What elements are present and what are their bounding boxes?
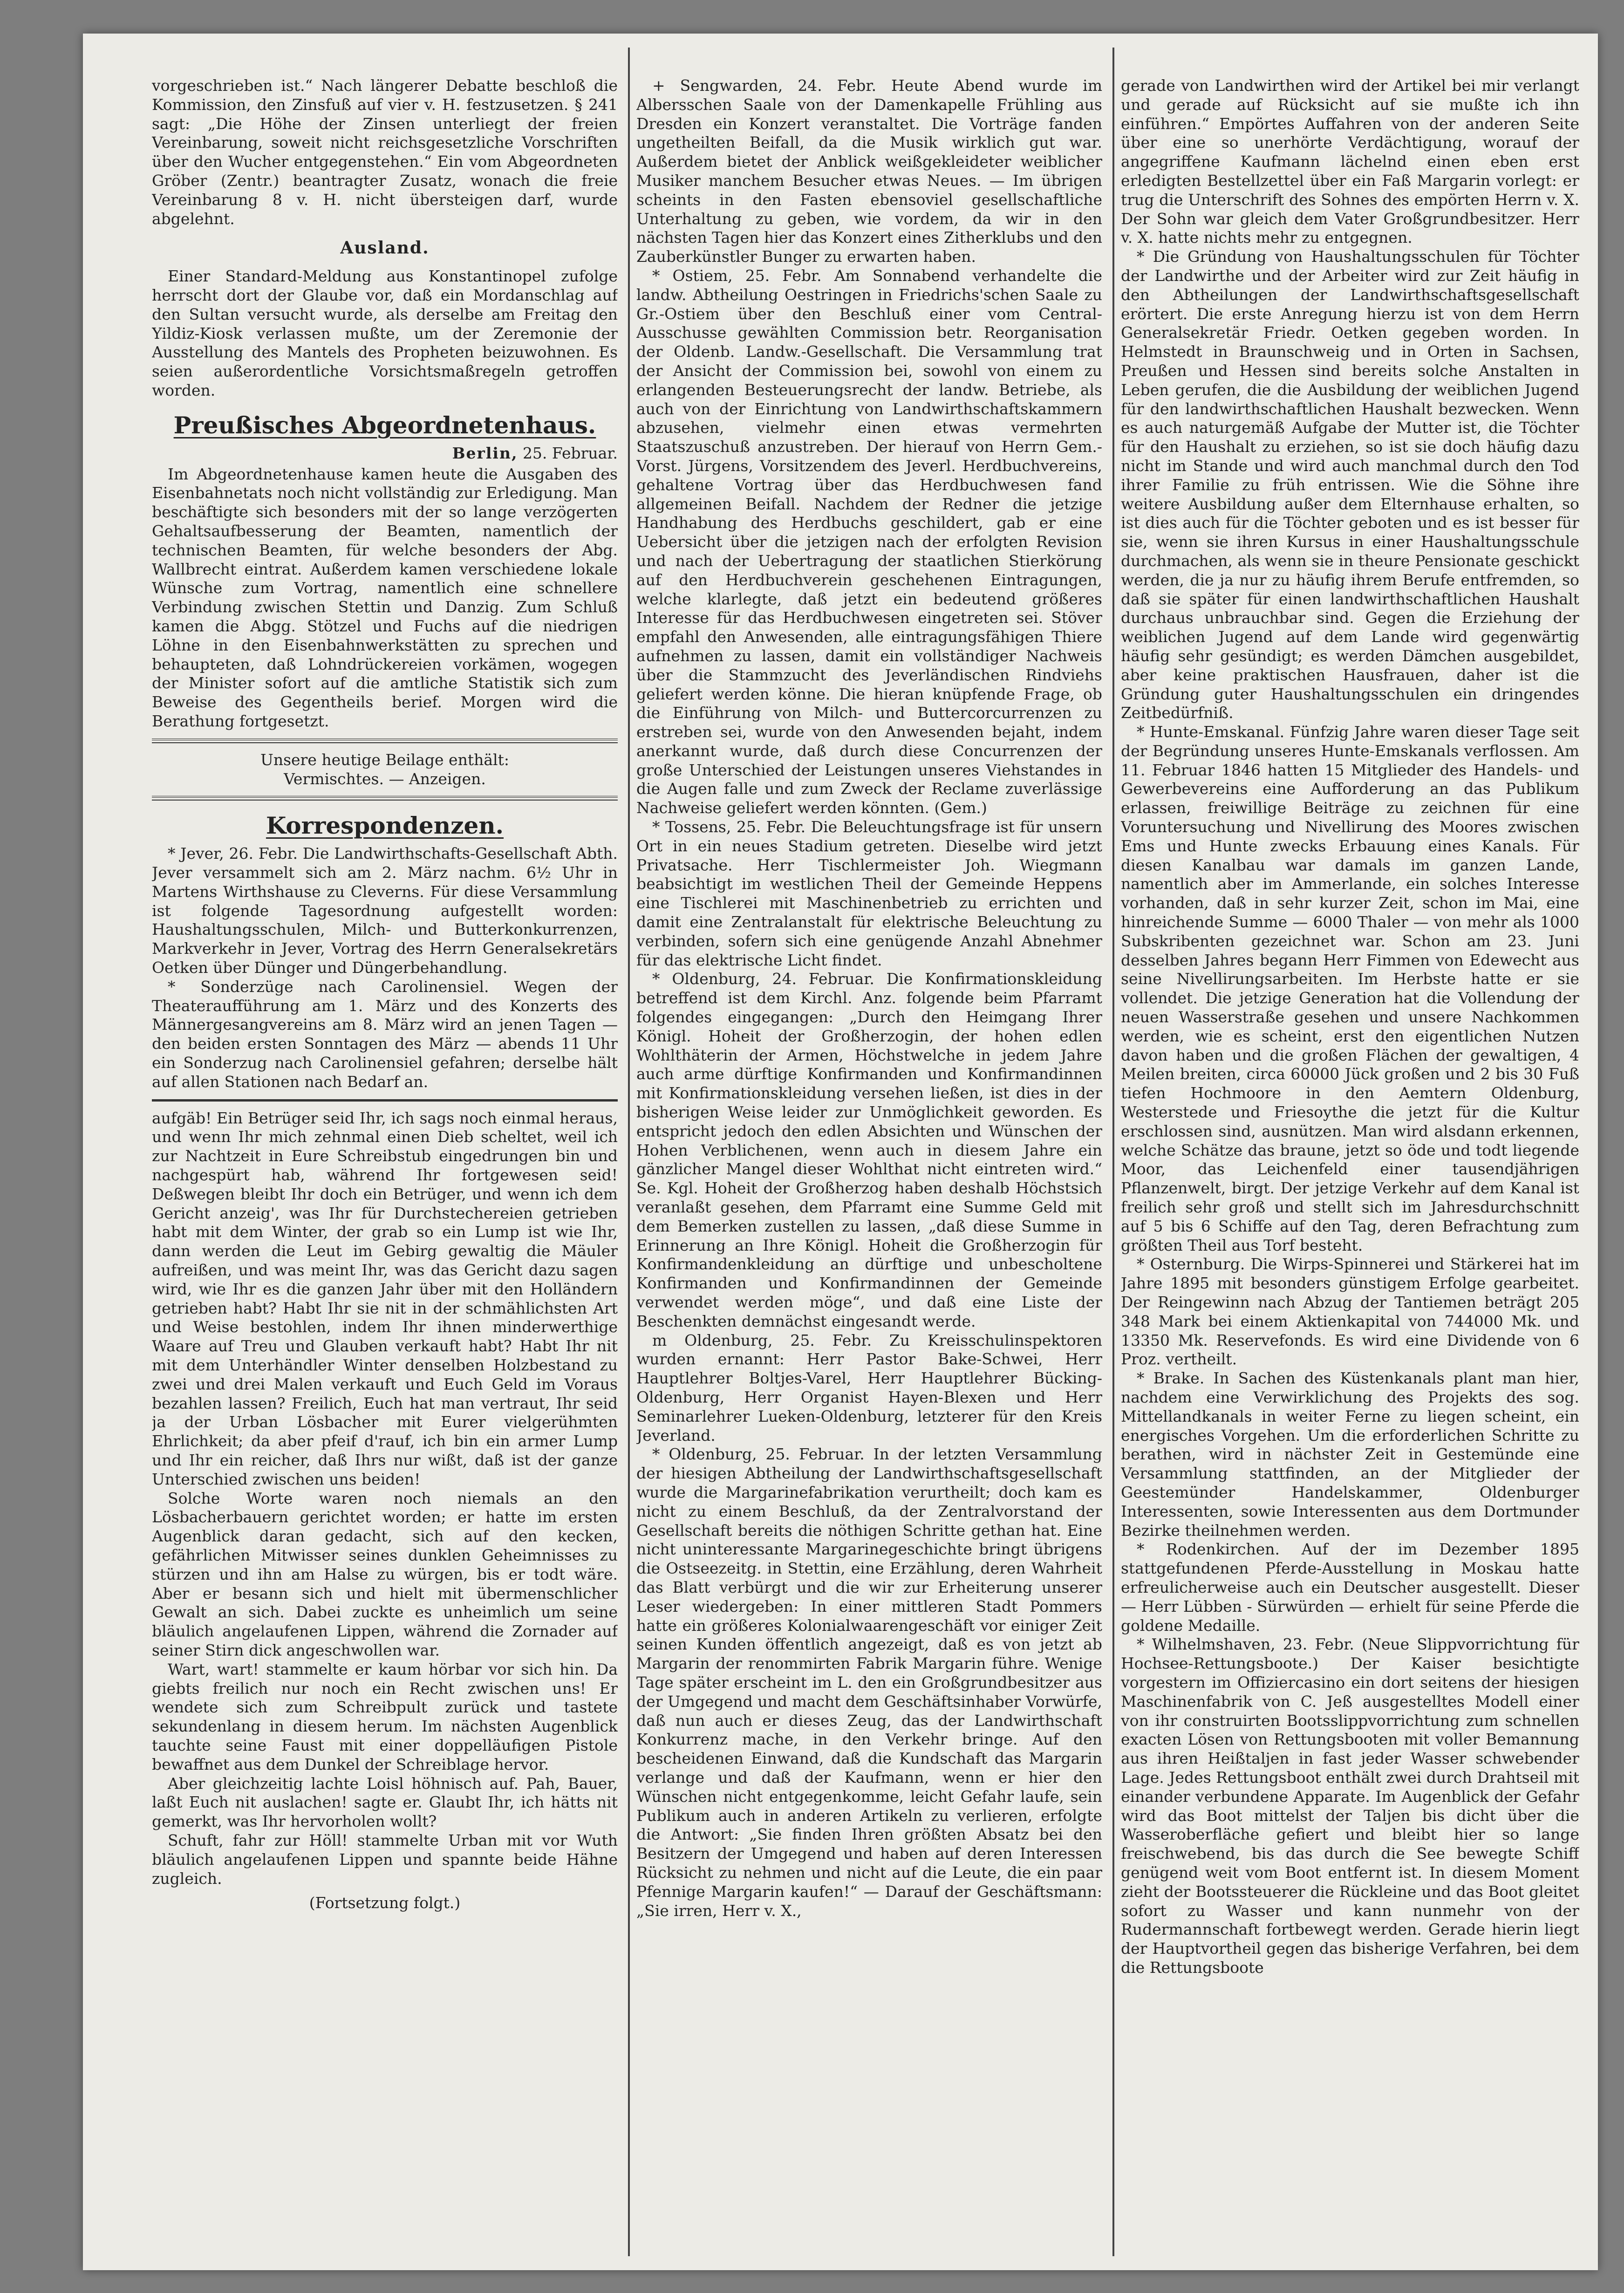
article-paragraph: vorgeschrieben ist.“ Nach längerer Debatte beschloß die Kommission, den Zinsfuß auf vier v. H. festzusetzen. § 241 sagt: „Die Höhe der Zinsen unterliegt der freien Vereinbarung, soweit nicht reichsgesetzliche Vorschriften über den Wucher entgegenstehen.“ Ein vom Abgeordneten Gröber (Zentr.) beantragter Zusatz, wonach die freie Vereinbarung 8 v. H. nicht übersteigen darf, wurde abgelehnt. xyxy=(152,76,618,228)
article-paragraph: * Brake. In Sachen des Küstenkanals plant man hier, nachdem eine Verwirklichung des Projekts des sog. Mittellandkanals in weiter Ferne zu liegen scheint, ein energisches Vorgehen. Um die erforderlichen Schritte zu berathen, wird in nächster Zeit in Gestemünde eine Versammlung stattfinden, an der Mitglieder der Geestemünder Handelskammer, Oldenburger Interessenten, sowie Interessenten aus dem Dortmunder Bezirke theilnehmen werden. xyxy=(1121,1369,1579,1540)
article-paragraph: * Oldenburg, 25. Februar. In der letzten Versammlung der hiesigen Abtheilung der Landwirthschaftsgesellschaft wurde die Margarinefabrikation verurtheilt; doch kam es nicht zu einem Beschluß, da der Zentralvorstand der Gesellschaft bereits die nöthigen Schritte gethan hat. Eine nicht uninteressante Margarinegeschichte bringt übrigens die Ostseezeitg. in Stettin, eine Erzählung, deren Wahrheit das Blatt verbürgt und die wir zur Erheiterung unserer Leser wiedergeben: In einer mittleren Stadt Pommers hatte ein größeres Kolonialwaarengeschäft vor einiger Zeit seinen Kunden öffentlich angezeigt, daß es von jetzt ab Margarin der renommirten Fabrik Margarin führe. Wenige Tage später erscheint im L. den ein Großgrundbesitzer aus der Umgegend und macht dem Geschäftsinhaber Vorwürfe, daß nun auch er dieses Zeug, das der Landwirthschaft Konkurrenz mache, in den Verkehr bringe. Auf den bescheidenen Einwand, daß die Kundschaft das Margarin verlange und daß der Kaufmann, wenn er hier den Wünschen nicht entgegenkomme, leicht Gefahr laufe, sein Publikum auch in anderen Artikeln zu verlieren, erfolgte die Antwort: „Sie finden Ihren größten Absatz bei den Besitzern der Umgegend und haben auf deren Interessen Rücksicht zu nehmen und nicht auf die Leute, die ein paar Pfennige Margarin kaufen!“ — Darauf der Geschäftsmann: „Sie irren, Herr v. X., xyxy=(636,1445,1102,1920)
column-divider xyxy=(628,48,630,2256)
section-heading-korrespondenzen: Korrespondenzen. xyxy=(266,812,504,840)
newspaper-page xyxy=(83,34,1598,2270)
feuilleton-paragraph: aufgäb! Ein Betrüger seid Ihr, ich sags noch einmal heraus, und wenn Ihr mich zehnmal einen Dieb scheltet, weil ich zur Nachtzeit in Eure Schreibstub eingedrungen bin und nachgespürt hab, während Ihr fortgewesen seid! Deßwegen bleibt Ihr doch ein Betrüger, und wenn ich dem Gericht anzeig', was Ihr für Durchstechereien getrieben habt mit dem Winter, der grab so ein Lump ist wie Ihr, dann werden die Leut im Gebirg gewaltig die Mäuler aufreißen, und was meint Ihr, was das Gericht dazu sagen wird, wie Ihr es die ganzen Jahr über mit den Holländern getrieben habt? Habt Ihr sie nit in der schmählichsten Art und Weise bestohlen, indem Ihr ihnen minderwerthige Waare auf Treu und Glauben verkauft habt? Habt Ihr nit mit dem Unterhändler Winter denselben Holzbestand zu zwei und drei Malen verkauft und Euch Geld im Voraus bezahlen lassen? Freilich, Euch hat man vertraut, Ihr seid ja der Urban Lösbacher mit Eurer vielgerühmten Ehrlichkeit; da aber pfeif d'rauf, ich bin ein armer Lump und Ihr ein reicher, daß Ihrs nur wißt, daß ist der ganze Unterschied zwischen uns beiden! xyxy=(152,1109,618,1488)
article-paragraph: + Sengwarden, 24. Febr. Heute Abend wurde im Albersschen Saale von der Damenkapelle Frühling aus Dresden ein Konzert veranstaltet. Die Vorträge fanden ungetheilten Beifall, da die Musik wirklich gut war. Außerdem bietet der Anblick weißgekleideter weiblicher Musiker manchem Besucher etwas Neues. — Im übrigen scheints in den Fasten ebensoviel gesellschaftliche Unterhaltung zu geben, wie vordem, da wir in den nächsten Tagen hier das Konzert eines Zitherklubs und den Zauberkünstler Bunger zu erwarten haben. xyxy=(636,76,1102,266)
dateline xyxy=(152,444,618,463)
article-paragraph: * Die Gründung von Haushaltungsschulen für Töchter der Landwirthe und der Arbeiter wird zur Zeit häufig in den Abtheilungen der Landwirthschaftsgesellschaft erörtert. Die erste Anregung hierzu ist von dem Herrn Generalsekretär Friedr. Oetken gegeben worden. In Helmstedt in Braunschweig und in Orten in Sachsen, Preußen und Hessen sind bereits solche Anstalten in Leben gerufen, die die Ausbildung der weiblichen Jugend für den landwirthschaftlichen Haushalt bezwecken. Wenn es auch naturgemäß Aufgabe der Mutter ist, die Töchter für den Haushalt zu erziehen, so ist sie doch häufig dazu nicht im Stande und wird auch manchmal durch den Tod ihrer Familie zu früh entrissen. Wie die Söhne ihre weitere Ausbildung außer dem Elternhause erhalten, so ist dies auch für die Töchter geboten und es ist besser für sie, wenn sie ihren Kursus in einer Haushaltungsschule durchmachen, als wenn sie in theure Pensionate geschickt werden, die ja nur zu häufig ihrem Berufe entfremden, so daß sie später für einen landwirthschaftlichen Haushalt durchaus unbrauchbar sind. Gegen die Erziehung der weiblichen Jugend auf dem Lande wird gegenwärtig häufig sehr gesündigt; es werden Dämchen ausgebildet, aber keine praktischen Hausfrauen, daher ist die Gründung guter Haushaltungsschulen ein dringendes Zeitbedürfniß. xyxy=(1121,247,1579,722)
column-3 xyxy=(1121,76,1579,2252)
column-1 xyxy=(152,76,618,2252)
column-divider xyxy=(1112,48,1114,2256)
section-rule xyxy=(152,796,618,801)
article-paragraph: Einer Standard-Meldung aus Konstantinopel zufolge herrscht dort der Glaube vor, daß ein Mordanschlag auf den Sultan versucht wurde, als derselbe am Freitag den Yildiz-Kiosk verlassen mußte, um der Zeremonie der Ausstellung des Mantels des Propheten beizuwohnen. Es seien außerordentliche Vorsichtsmaßregeln getroffen worden. xyxy=(152,267,618,399)
article-paragraph: * Jever, 26. Febr. Die Landwirthschafts-Gesellschaft Abth. Jever versammelt sich am 2. März nachm. 6½ Uhr in Martens Wirthshause zu Cleverns. Für diese Versammlung ist folgende Tagesordnung aufgestellt worden: Haushaltungsschulen, Milch- und Butterkonkurrenzen, Markverkehr in Jever, Vortrag des Herrn Generalsekretärs Oetken über Dünger und Düngerbehandlung. xyxy=(152,844,618,977)
feuilleton-paragraph: Wart, wart! stammelte er kaum hörbar vor sich hin. Da giebts freilich nur noch ein Recht zwischen uns! Er wendete sich zum Schreibpult zurück und tastete sekundenlang in diesem herum. Im nächsten Augenblick tauchte seine Faust mit einer doppelläufigen Pistole bewaffnet aus dem Dunkel der Schreiblage hervor. xyxy=(152,1660,618,1773)
feuilleton-paragraph: Solche Worte waren noch niemals an den Lösbacherbauern gerichtet worden; er hatte im ersten Augenblick daran gedacht, sich auf den kecken, gefährlichen Mitwisser seines dunklen Geheimnisses zu stürzen und ihn am Halse zu würgen, bis er todt wäre. Aber er besann sich und hielt mit übermenschlicher Gewalt an sich. Dabei zuckte es unheimlich um seine bläulich angelaufenen Lippen, während die Zornader auf seiner Stirn dick angeschwollen war. xyxy=(152,1489,618,1659)
article-paragraph: * Hunte-Emskanal. Fünfzig Jahre waren dieser Tage seit der Begründung unseres Hunte-Emskanals verflossen. Am 11. Februar 1846 hatten 15 Mitglieder des Handels- und Gewerbevereins eine Aufforderung an das Publikum erlassen, freiwillige Beiträge zu zeichnen für eine Voruntersuchung und Nivellirung des Moores zwischen Ems und Hunte zwecks Erbauung eines Kanals. Für diesen Kanalbau war damals im ganzen Lande, namentlich aber im Ammerlande, ein solches Interesse vorhanden, daß in sehr kurzer Zeit, schon im Mai, eine hinreichende Summe — 6000 Thaler — von mehr als 1000 Subskribenten gezeichnet war. Schon am 23. Juni desselben Jahres begann Herr Fimmen von Edewecht aus seine Nivellirungsarbeiten. Im Herbste hatte er sie vollendet. Die jetzige Generation hat die Vollendung der neuen Wasserstraße gesehen und unsere Nachkommen werden, wie es scheint, erst den eigentlichen Nutzen davon haben und die großen Flächen der gewaltigen, 4 Meilen breiten, circa 60000 Jück großen und 2 bis 30 Fuß tiefen Hochmoore in den Aemtern Oldenburg, Westerstede und Friesoythe die jetzt für die Kultur erschlossen sind, ausnützen. Man wird alsdann erkennen, welche Schätze das braune, jetzt so öde und todt liegende Moor, das Leichenfeld einer tausendjährigen Pflanzenwelt, birgt. Der jetzige Verkehr auf dem Kanal ist freilich sehr groß und stellt sich im Jahresdurchschnitt auf 5 bis 6 Schiffe auf den Tag, deren Befrachtung zum größten Theil aus Torf besteht. xyxy=(1121,723,1579,1254)
article-paragraph: * Oldenburg, 24. Februar. Die Konfirmationskleidung betreffend ist dem Kirchl. Anz. folgende beim Pfarramt folgendes eingegangen: „Durch den Heimgang Ihrer Königl. Hoheit der Großherzogin, der hohen edlen Wohlthäterin der Armen, Höchstwelche in jedem Jahre auch arme dürftige Konfirmanden und Konfirmandinnen mit Konfirmationskleidung versehen ließen, ist dies in der bisherigen Weise leider zur Unmöglichkeit geworden. Es entspricht jedoch den edlen Absichten und Wünschen der Hohen Verblichenen, wenn auch in diesem Jahre ein gänzlicher Mangel dieser Wohlthat nicht eintreten wird.“ Se. Kgl. Hoheit der Großherzog haben deshalb Höchstsich veranlaßt gesehen, dem Pfarramt eine Summe Geld mit dem Bemerken zustellen zu lassen, „daß diese Summe in Erinnerung an Ihre Königl. Hoheit die Großherzogin für Konfirmandenkleidung an dürftige und unbescholtene Konfirmanden und Konfirmandinnen der Gemeinde verwendet werden möge“, und daß eine Liste der Beschenkten demnächst eingesandt werde. xyxy=(636,970,1102,1330)
continuation-note: (Fortsetzung folgt.) xyxy=(309,1894,461,1912)
column-2 xyxy=(636,76,1102,2252)
article-paragraph: * Ostiem, 25. Febr. Am Sonnabend verhandelte die landw. Abtheilung Oestringen in Friedrichs'schen Saale zu Gr.-Ostiem über den Beschluß einer vom Central-Ausschusse gewählten Commission betr. Reorganisation der Oldenb. Landw.-Gesellschaft. Die Versammlung trat der Ansicht der Commission bei, sowohl von einem zu erlangenden Besteuerungsrecht der landw. Betriebe, als auch von der Einrichtung von Landwirthschaftskammern abzusehen, vielmehr einen etwas vermehrten Staatszuschuß anzustreben. Der hierauf von Herrn Gem.-Vorst. Jürgens, Vorsitzendem des Jeverl. Herdbuchvereins, gehaltene Vortrag über das Herdbuchwesen fand allgemeinen Beifall. Nachdem der Redner die jetzige Handhabung des Herdbuchs geschildert, gab er eine Uebersicht über die jetzigen nach der erfolgten Revision und nach der Uebertragung der staatlichen Stierkörung auf den Herdbuchverein geschehenen Eintragungen, welche klarlegte, daß jetzt ein bedeutend größeres Interesse für das Herdbuchwesen eingetreten sei. Stöver empfahl den Anwesenden, alle eintragungsfähigen Thiere aufnehmen zu lassen, damit ein vollständiger Nachweis über die Stammzucht des Jeverländischen Rindviehs geliefert werden könne. Die hieran knüpfende Frage, ob die Einführung von Milch- und Buttercorcurrenzen zu erstreben sei, wurde von den Anwesenden bejaht, indem anerkannt wurde, daß durch diese Concurrenzen der große Unterschied der Leistungen unseres Viehstandes in die Augen falle und zum Zweck der Reclame zuverlässige Nachweise geliefert werden könnten. (Gem.) xyxy=(636,266,1102,817)
feuilleton-rule xyxy=(152,1099,618,1102)
section-heading-ausland: Ausland. xyxy=(340,238,430,258)
article-paragraph: m Oldenburg, 25. Febr. Zu Kreisschulinspektoren wurden ernannt: Herr Pastor Bake-Schwei, Herr Hauptlehrer Boltjes-Varel, Herr Hauptlehrer Bücking-Oldenburg, Herr Organist Hayen-Blexen und Herr Seminarlehrer Lueken-Oldenburg, letzterer für den Kreis Jeverland. xyxy=(636,1331,1102,1444)
article-paragraph: * Rodenkirchen. Auf der im Dezember 1895 stattgefundenen Pferde-Ausstellung in Moskau hatte erfreulicherweise auch ein Deutscher ausgestellt. Dieser — Herr Lübben - Sürwürden — erhielt für seine Pferde die goldene Medaille. xyxy=(1121,1540,1579,1635)
supplement-contents: Vermischtes. — Anzeigen. xyxy=(284,769,486,788)
section-heading-preussisches-abgeordnetenhaus: Preußisches Abgeordnetenhaus. xyxy=(173,411,596,439)
section-rule xyxy=(152,739,618,743)
feuilleton-paragraph: Aber gleichzeitig lachte Loisl höhnisch auf. Pah, Bauer, laßt Euch nit auslachen! sagte er. Glaubt Ihr, ich hätts nit gemerkt, was Ihr hervorholen wollt? xyxy=(152,1774,618,1831)
article-paragraph: gerade von Landwirthen wird der Artikel bei mir verlangt und gerade auf Rücksicht auf sie mußte ich ihn einführen.“ Empörtes Auffahren von der anderen Seite über eine so unerhörte Verdächtigung, worauf der angegriffene Kaufmann lächelnd einen eben erst erledigten Bestellzettel über ein Faß Margarin vorlegt: er trug die Unterschrift des Sohnes des empörten Herrn v. X. Der Sohn war gleich dem Vater Großgrundbesitzer. Herr v. X. hatte nichts mehr zu entgegnen. xyxy=(1121,76,1579,247)
article-paragraph: * Tossens, 25. Febr. Die Beleuchtungsfrage ist für unsern Ort in ein neues Stadium getreten. Dieselbe wird jetzt Privatsache. Herr Tischlermeister Joh. Wiegmann beabsichtigt im westlichen Theil der Gemeinde Heppens eine Tischlerei mit Maschinenbetrieb zu errichten und damit eine Zentralanstalt für elektrische Beleuchtung zu verbinden, sofern sich eine genügende Anzahl Abnehmer für das elektrische Licht findet. xyxy=(636,818,1102,969)
article-paragraph: * Osternburg. Die Wirps-Spinnerei und Stärkerei hat im Jahre 1895 mit besonders günstigem Erfolge gearbeitet. Der Reingewinn nach Abzug der Tantiemen beträgt 205 348 Mark bei einem Aktienkapital von 744000 Mk. und 13350 Mk. Reservefonds. Es wird eine Dividende von 6 Proz. vertheilt. xyxy=(1121,1255,1579,1369)
article-paragraph: * Wilhelmshaven, 23. Febr. (Neue Slippvorrichtung für Hochsee-Rettungsboote.) Der Kaiser besichtigte vorgestern im Offiziercasino ein dort seitens der hiesigen Maschinenfabrik von C. Jeß ausgestelltes Modell einer von ihr construirten Bootsslippvorrichtung zum schnellen exacten Lösen von Rettungsbooten mit voller Bemannung aus ihren Heißtaljen in fast jeder Wasser schwebender Lage. Jedes Rettungsboot enthält zwei durch Drahtseil mit einander verbundene Apparate. Im Augenblick der Gefahr wird das Boot mittelst der Taljen bis dicht über die Wasseroberfläche gefiert und bleibt hier so lange freischwebend, bis das durch die See bewegte Schiff genügend weit vom Boot entfernt ist. In diesem Moment zieht der Bootssteuerer die Rückleine und das Boot gleitet sofort zu Wasser und kann nunmehr von der Rudermannschaft fortbewegt werden. Gerade hierin liegt der Hauptvortheil gegen das bisherige Verfahren, bei dem die Rettungsboote xyxy=(1121,1635,1579,1977)
feuilleton-paragraph: Schuft, fahr zur Höll! stammelte Urban mit vor Wuth bläulich angelaufenen Lippen und spannte beide Hähne zugleich. xyxy=(152,1831,618,1888)
article-paragraph: Im Abgeordnetenhause kamen heute die Ausgaben des Eisenbahnetats noch nicht vollständig zur Erledigung. Man beschäftigte sich besonders mit der so lange verzögerten Gehaltsaufbesserung der Beamten, namentlich der technischen Beamten, für welche besonders der Abg. Wallbrecht eintrat. Außerdem kamen verschiedene lokale Wünsche zum Vortrag, namentlich eine schnellere Verbindung zwischen Stettin und Danzig. Zum Schluß kamen die Abgg. Stötzel und Fuchs auf die niedrigen Löhne in den Eisenbahnwerkstätten zu sprechen und behaupteten, daß Lohndrückereien vorkämen, wogegen der Minister sofort auf die amtliche Statistik sich zum Beweise des Gegentheils berief. Morgen wird die Berathung fortgesetzt. xyxy=(152,465,618,730)
dateline-date: 25. Februar. xyxy=(522,444,618,462)
supplement-notice: Unsere heutige Beilage enthält: xyxy=(260,750,509,769)
article-paragraph: * Sonderzüge nach Carolinensiel. Wegen der Theateraufführung am 1. März und des Konzerts des Männergesangvereins am 8. März wird an jenen Tagen — den beiden ersten Sonntagen des März — abends 11 Uhr ein Sonderzug nach Carolinensiel gefahren; derselbe hält auf allen Stationen nach Bedarf an. xyxy=(152,977,618,1091)
dateline-place: Berlin, xyxy=(452,444,518,462)
